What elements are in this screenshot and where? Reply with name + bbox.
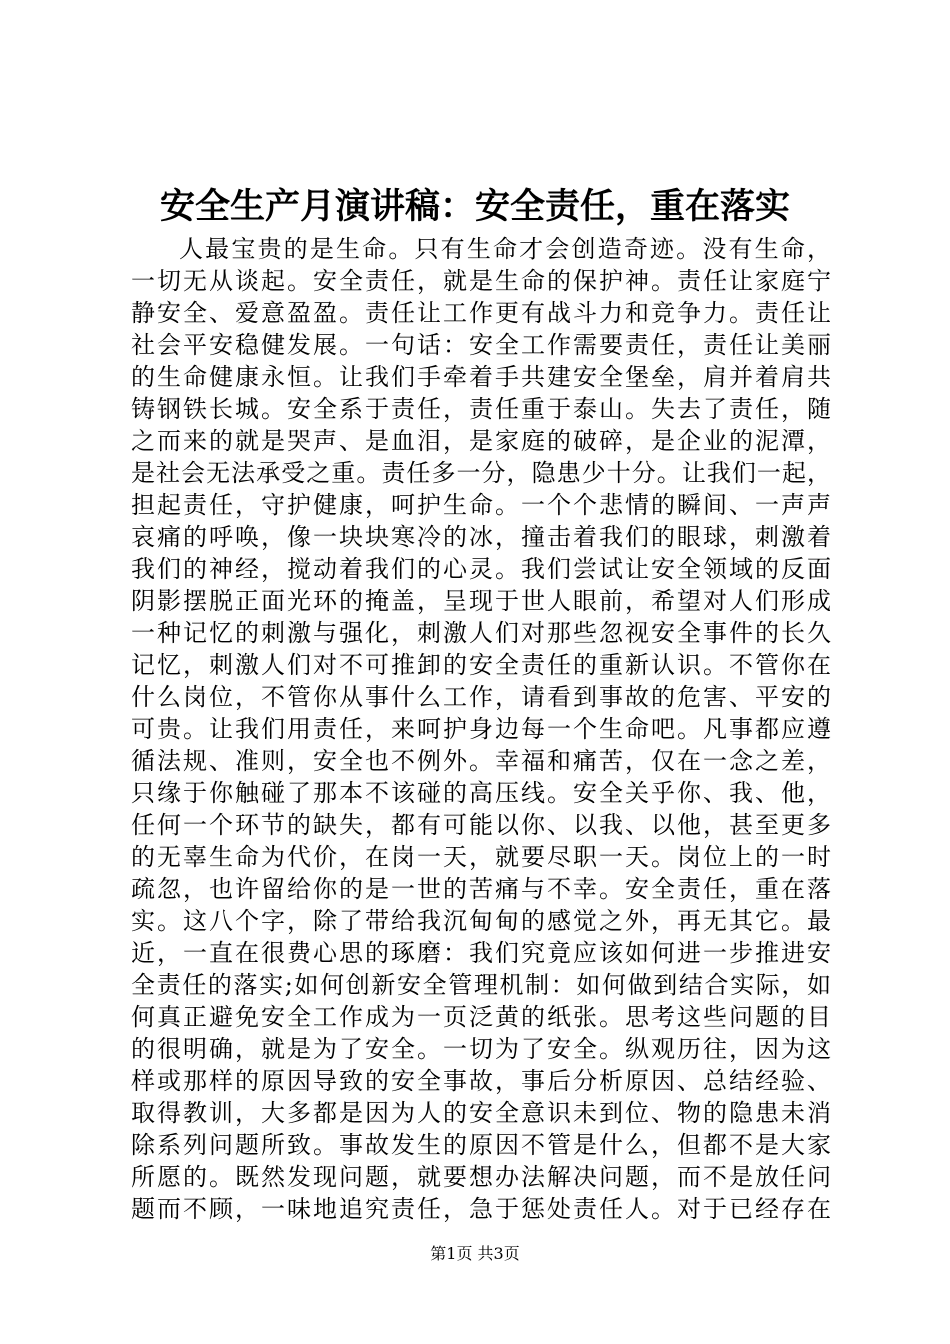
body-line: 除系列问题所致。事故发生的原因不管是什么，但都不是大家 <box>131 1131 831 1159</box>
body-line: 什么岗位，不管你从事什么工作，请看到事故的危害、平安的 <box>131 683 831 711</box>
body-line: 所愿的。既然发现问题，就要想办法解决问题，而不是放任问 <box>131 1163 831 1191</box>
body-line: 的生命健康永恒。让我们手牵着手共建安全堡垒，肩并着肩共 <box>131 363 831 391</box>
body-line: 人最宝贵的是生命。只有生命才会创造奇迹。没有生命， <box>179 235 831 263</box>
body-line: 疏忽，也许留给你的是一世的苦痛与不幸。安全责任，重在落 <box>131 875 831 903</box>
body-line: 是社会无法承受之重。责任多一分，隐患少十分。让我们一起， <box>131 459 831 487</box>
body-line: 何真正避免安全工作成为一页泛黄的纸张。思考这些问题的目 <box>131 1003 831 1031</box>
body-line: 之而来的就是哭声、是血泪，是家庭的破碎，是企业的泥潭， <box>131 427 831 455</box>
body-line: 只缘于你触碰了那本不该碰的高压线。安全关乎你、我、他， <box>131 779 831 807</box>
body-line: 全责任的落实;如何创新安全管理机制：如何做到结合实际，如 <box>131 971 831 999</box>
body-line: 铸钢铁长城。安全系于责任，责任重于泰山。失去了责任，随 <box>131 395 831 423</box>
body-line: 题而不顾，一味地追究责任，急于惩处责任人。对于已经存在 <box>131 1195 831 1223</box>
body-line: 取得教训，大多都是因为人的安全意识未到位、物的隐患未消 <box>131 1099 831 1127</box>
body-line: 样或那样的原因导致的安全事故，事后分析原因、总结经验、 <box>131 1067 831 1095</box>
page-footer: 第1页 共3页 <box>430 1244 520 1263</box>
body-line: 社会平安稳健发展。一句话：安全工作需要责任，责任让美丽 <box>131 331 831 359</box>
document-body <box>131 233 831 1225</box>
body-line: 循法规、准则，安全也不例外。幸福和痛苦，仅在一念之差， <box>131 747 831 775</box>
body-line: 静安全、爱意盈盈。责任让工作更有战斗力和竞争力。责任让 <box>131 299 831 327</box>
document-title: 安全生产月演讲稿：安全责任，重在落实 <box>159 186 790 227</box>
body-line: 一种记忆的刺激与强化，刺激人们对那些忽视安全事件的长久 <box>131 619 831 647</box>
body-line: 记忆，刺激人们对不可推卸的安全责任的重新认识。不管你在 <box>131 651 831 679</box>
body-line: 近，一直在很费心思的琢磨：我们究竟应该如何进一步推进安 <box>131 939 831 967</box>
body-line: 的很明确，就是为了安全。一切为了安全。纵观历往，因为这 <box>131 1035 831 1063</box>
body-line: 阴影摆脱正面光环的掩盖，呈现于世人眼前，希望对人们形成 <box>131 587 831 615</box>
body-line: 哀痛的呼唤，像一块块寒冷的冰，撞击着我们的眼球，刺激着 <box>131 523 831 551</box>
body-line: 可贵。让我们用责任，来呵护身边每一个生命吧。凡事都应遵 <box>131 715 831 743</box>
body-line: 一切无从谈起。安全责任，就是生命的保护神。责任让家庭宁 <box>131 267 831 295</box>
body-line: 我们的神经，搅动着我们的心灵。我们尝试让安全领域的反面 <box>131 555 831 583</box>
body-line: 的无辜生命为代价，在岗一天，就要尽职一天。岗位上的一时 <box>131 843 831 871</box>
body-line: 实。这八个字，除了带给我沉甸甸的感觉之外，再无其它。最 <box>131 907 831 935</box>
body-line: 担起责任，守护健康，呵护生命。一个个悲情的瞬间、一声声 <box>131 491 831 519</box>
body-line: 任何一个环节的缺失，都有可能以你、以我、以他，甚至更多 <box>131 811 831 839</box>
